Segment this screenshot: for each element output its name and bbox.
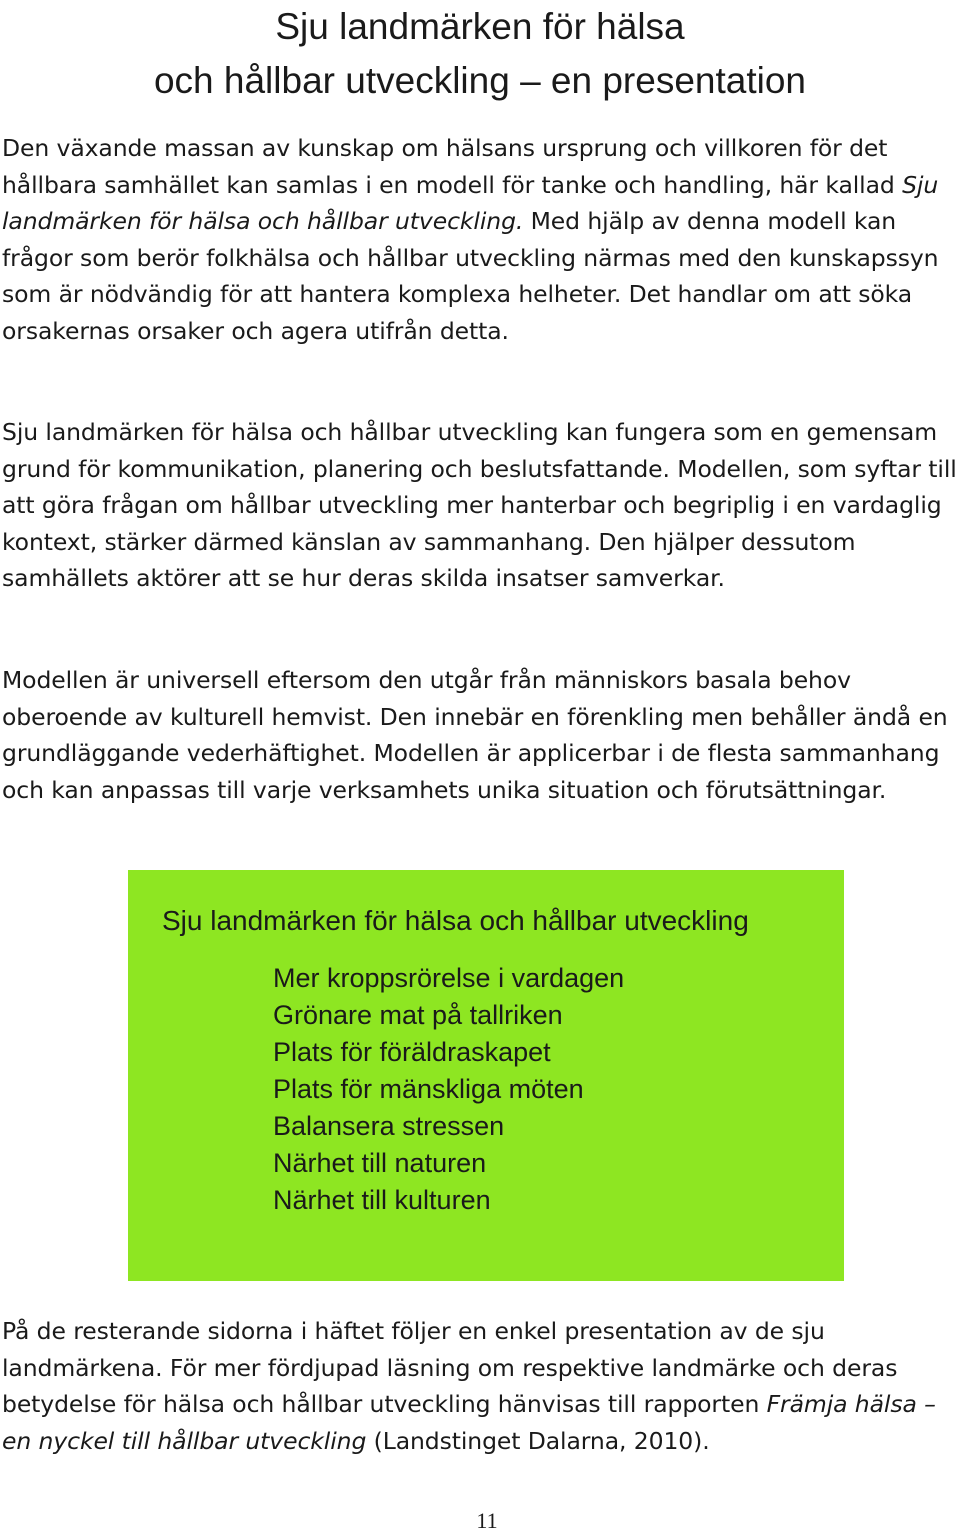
landmark-item: Grönare mat på tallriken [273, 1000, 563, 1030]
landmark-item: Plats för mänskliga möten [273, 1074, 584, 1104]
reference-text-a: På de resterande sidorna i häftet följer en enkel presentation av de sju landmärkena. För mer fördjupad läsning om respektive landmärke och deras betydelse för hälsa och hållbar utveckling hänvisas till rapporten [2, 1317, 898, 1418]
intro-text-a: Den växande massan av kunskap om hälsans ursprung och villkoren för det hållbara samhället kan samlas i en modell för tanke och handling, här kallad [2, 134, 903, 199]
reference-paragraph [2, 1313, 958, 1459]
page-title [0, 0, 960, 108]
communication-paragraph: Sju landmärken för hälsa och hållbar utveckling kan fungera som en gemensam grund för kommunikation, planering och beslutsfattande. Modellen, som syftar till att göra frågan om hållbar utveckling mer hanterbar och begriplig i en vardaglig kontext, stärker därmed känslan av sammanhang. Den hjälper dessutom samhällets aktörer att se hur deras skilda insatser samverkar. [2, 418, 957, 592]
landmark-item: Balansera stressen [273, 1111, 505, 1141]
intro-text-b: Med hjälp av denna modell kan frågor som berör folkhälsa och hållbar utveckling närmas med den kunskapssyn som är nödvändig för att hantera komplexa helheter. Det handlar om att söka orsakernas orsaker och agera utifrån detta. [2, 207, 939, 345]
page-title-line-2: och hållbar utveckling – en presentation [153, 60, 807, 101]
landmark-item: Närhet till naturen [273, 1148, 487, 1178]
intro-paragraph [2, 130, 958, 349]
report-title-italic: Främja hälsa – en nyckel till hållbar utveckling [2, 1390, 936, 1455]
landmark-item: Närhet till kulturen [273, 1185, 491, 1215]
landmarks-list [273, 960, 624, 1219]
reference-text-b: (Landstinget Dalarna, 2010). [366, 1426, 710, 1455]
landmarks-box-title: Sju landmärken för hälsa och hållbar utveckling [162, 905, 749, 936]
landmarks-model-box [128, 870, 844, 1281]
page-number: 11 [476, 1508, 498, 1533]
page-title-line-1: Sju landmärken för hälsa [275, 6, 685, 47]
landmark-item: Mer kroppsrörelse i vardagen [273, 963, 625, 993]
model-name-italic: Sju landmärken för hälsa och hållbar utveckling. [2, 170, 939, 235]
landmark-item: Plats för föräldraskapet [273, 1037, 551, 1067]
universal-model-paragraph: Modellen är universell eftersom den utgår från människors basala behov oberoende av kulturell hemvist. Den innebär en förenkling men behåller ändå en grundläggande vederhäftighet. Modellen är applicerbar i de flesta sammanhang och kan anpassas till varje verksamhets unika situation och förutsättningar. [2, 666, 948, 804]
